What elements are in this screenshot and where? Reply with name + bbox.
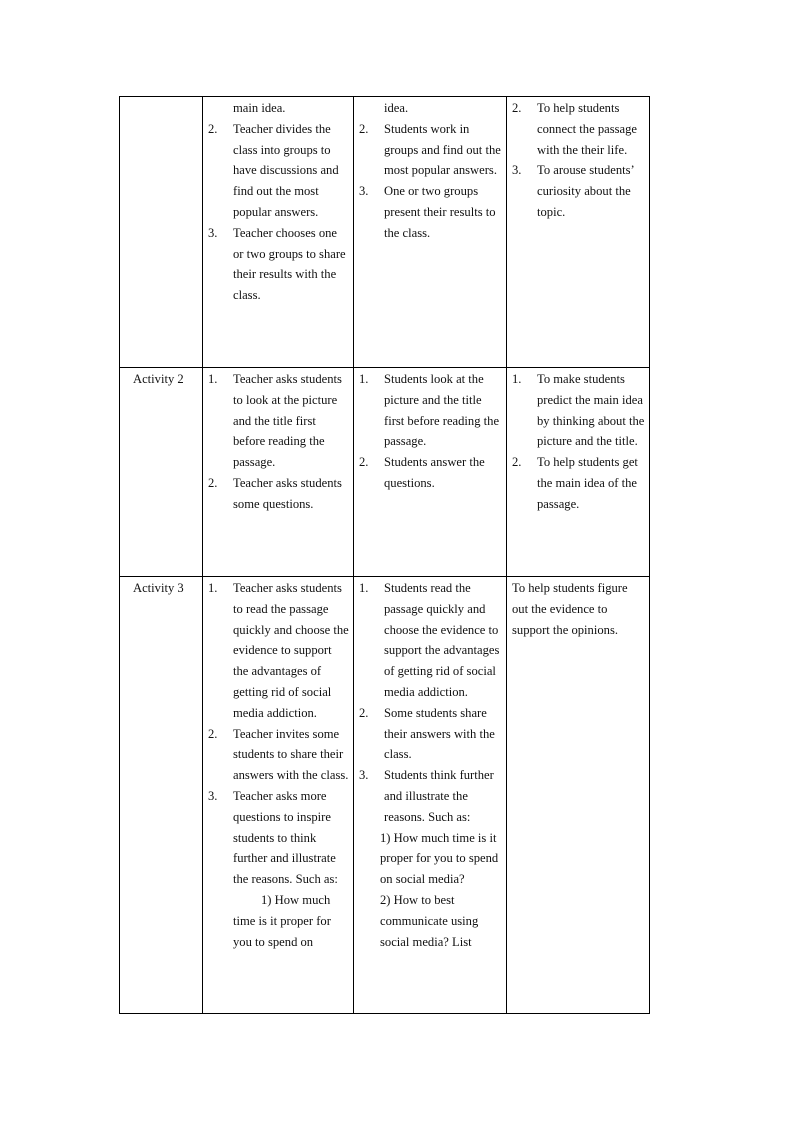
list-number: 2.: [208, 726, 218, 741]
list-item: [208, 786, 349, 890]
activity-label: Activity 2: [133, 372, 184, 386]
list-item: [208, 473, 349, 515]
activity-label-cell: [120, 577, 203, 1014]
list-number: 3.: [208, 788, 218, 803]
list-number: 1.: [208, 372, 218, 386]
list-number: 2.: [512, 455, 522, 470]
list-item-text: Some students share their answers with the class.: [384, 705, 495, 762]
purpose-cell: [507, 368, 650, 577]
student-activity-cell: [354, 577, 507, 1014]
list-item: [208, 119, 349, 223]
list-item-text: Students work in groups and find out the most popular answers.: [384, 121, 501, 178]
list-number: 1.: [359, 372, 369, 386]
purpose-list: [512, 369, 645, 515]
list-item-text: Teacher asks more questions to inspire students to think further and illustrate the reasons. Such as:: [233, 788, 338, 887]
teacher-activity-cell: [203, 577, 354, 1014]
activity-label-cell: [120, 97, 203, 368]
teacher-steps-list: [208, 578, 349, 890]
list-item-text: Students look at the picture and the title first before reading the passage.: [384, 372, 500, 449]
list-number: 2.: [512, 101, 522, 115]
list-item: [208, 578, 349, 724]
lesson-plan-table: [119, 96, 650, 1014]
list-item: [359, 578, 502, 703]
list-item-text: To help students connect the passage with the their life.: [537, 101, 638, 157]
student-steps-list: [359, 98, 502, 244]
list-item-text: Teacher invites some students to share their answers with the class.: [233, 726, 349, 783]
student-activity-cell: [354, 368, 507, 577]
activity-label-cell: [120, 368, 203, 577]
list-item-text: Students read the passage quickly and choose the evidence to support the advantages of getting rid of social media addiction.: [384, 581, 500, 699]
list-item-text: To make students predict the main idea by thinking about the picture and the title.: [537, 372, 645, 449]
list-item: [359, 703, 502, 765]
list-item: [359, 119, 502, 181]
list-number: 3.: [512, 163, 522, 178]
list-item-text: Teacher asks students to look at the picture and the title first before reading the passage.: [233, 372, 342, 470]
list-item: [512, 452, 645, 514]
list-number: 3.: [359, 768, 369, 783]
list-number: 1.: [512, 372, 522, 386]
list-item-text: Teacher chooses one or two groups to share their results with the class.: [233, 225, 346, 303]
list-number: 3.: [208, 225, 218, 240]
list-item-text: Teacher divides the class into groups to have discussions and find out the most popular answers.: [233, 121, 339, 219]
teacher-steps-list: [208, 98, 349, 306]
list-item: [359, 765, 502, 827]
list-item: [512, 98, 645, 160]
student-steps-list: [359, 369, 502, 494]
teacher-activity-cell: [203, 368, 354, 577]
list-item-text: Students answer the questions.: [384, 455, 485, 490]
list-item: [512, 369, 645, 452]
list-number: 2.: [208, 475, 218, 490]
list-item-text: One or two groups present their results to the class.: [384, 184, 496, 240]
example-question: 1) How much time is it proper for you to spend on social media?: [380, 830, 499, 887]
list-number: 2.: [359, 121, 369, 136]
list-item-text: Teacher asks students to read the passage quickly and choose the evidence to support the advantages of getting rid of social media addiction.: [233, 581, 349, 720]
list-item: [512, 160, 645, 222]
table-row: [120, 97, 650, 368]
purpose-text: To help students figure out the evidence to support the opinions.: [512, 581, 628, 637]
list-item: [359, 181, 502, 243]
list-number: 1.: [359, 581, 369, 595]
list-number: 2.: [359, 705, 369, 720]
list-number: 2.: [208, 121, 218, 136]
list-item: [359, 452, 502, 494]
teacher-activity-cell: [203, 97, 354, 368]
activity-label: Activity 3: [133, 581, 184, 595]
list-item: [359, 98, 502, 119]
list-number: 2.: [359, 455, 369, 470]
list-item: [208, 724, 349, 786]
list-item-text: To arouse students’ curiosity about the topic.: [537, 163, 634, 219]
teacher-steps-list: [208, 369, 349, 515]
list-number: 3.: [359, 184, 369, 199]
list-item-text: main idea.: [233, 101, 286, 115]
list-item: [208, 369, 349, 473]
list-item-text: Teacher asks students some questions.: [233, 475, 342, 511]
list-item-text: idea.: [384, 101, 409, 115]
student-activity-cell: [354, 97, 507, 368]
list-item: [359, 369, 502, 452]
list-item-text: Students think further and illustrate the reasons. Such as:: [384, 768, 494, 824]
table-row: [120, 368, 650, 577]
purpose-cell: [507, 577, 650, 1014]
purpose-cell: [507, 97, 650, 368]
purpose-list: [512, 98, 645, 223]
example-question: 2) How to best communicate using social media? List: [380, 892, 479, 949]
example-question: 1) How much time is it proper for you to spend on: [233, 892, 331, 949]
student-steps-list: [359, 578, 502, 828]
list-item: [208, 98, 349, 119]
list-item-text: To help students get the main idea of the passage.: [537, 455, 638, 511]
list-item: [208, 223, 349, 306]
list-number: 1.: [208, 581, 218, 595]
table-row: [120, 577, 650, 1014]
